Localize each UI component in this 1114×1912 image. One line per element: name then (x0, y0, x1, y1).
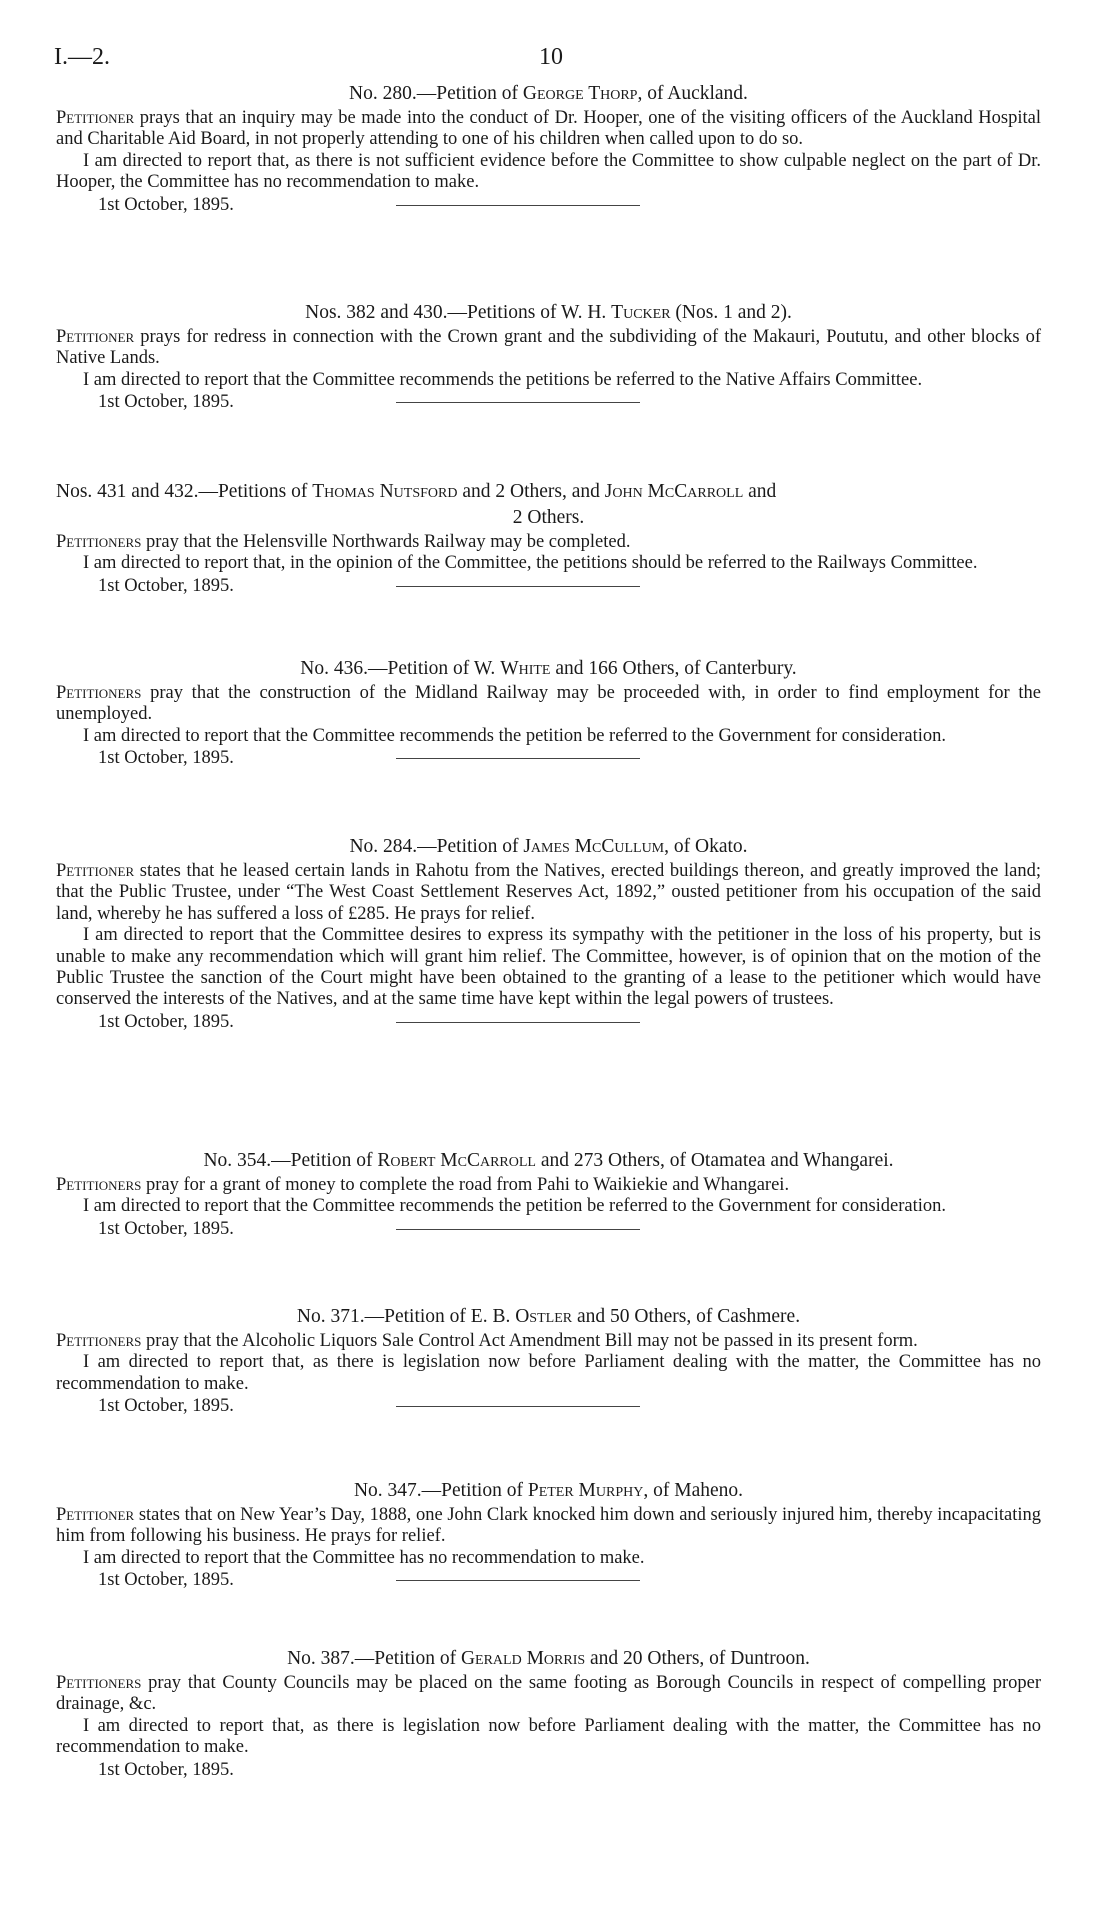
petition-prayer: Petitioners pray that County Councils may be placed on the same footing as Borough Councils in respect of compelling proper drainage, &c. (56, 1673, 1041, 1715)
petition-heading: No. 371.—Petition of E. B. Ostler and 50 Others, of Cashmere. (296, 1306, 801, 1327)
petition-heading: Nos. 431 and 432.—Petitions of Thomas Nutsford and 2 Others, and John McCarroll and (56, 481, 777, 502)
petitioner-name: Robert McCarroll (377, 1150, 536, 1171)
separator-rule (396, 1229, 640, 1230)
committee-report: I am directed to report that, as there is not sufficient evidence before the Committee to show culpable neglect on the part of Dr. Hooper, the Committee has no recommendation to make. (56, 150, 1041, 193)
petition-heading: No. 387.—Petition of Gerald Morris and 20 Others, of Duntroon. (287, 1648, 810, 1669)
petitioner-name: Gerald Morris (460, 1648, 586, 1669)
petition-heading: No. 347.—Petition of Peter Murphy, of Maheno. (353, 1480, 744, 1501)
petition-284 (56, 835, 1041, 1033)
petition-heading: Nos. 382 and 430.—Petitions of W. H. Tucker (Nos. 1 and 2). (305, 302, 792, 323)
page-number: 10 (539, 44, 563, 70)
petition-382-430 (56, 301, 1041, 413)
petition-280 (56, 82, 1041, 216)
separator-rule (396, 402, 640, 403)
report-date: 1st October, 1895. (56, 1218, 1041, 1240)
petition-heading: No. 284.—Petition of James McCullum, of Okato. (349, 836, 748, 857)
separator-rule (396, 1580, 640, 1581)
petitioner-name: George Thorp (522, 83, 638, 104)
petitioner-name-2: John McCarroll (604, 481, 744, 502)
report-date: 1st October, 1895. (56, 194, 1041, 216)
report-date: 1st October, 1895. (56, 1011, 1041, 1033)
committee-report: I am directed to report that the Committee recommends the petition be referred to the Government for consideration. (83, 1196, 947, 1217)
committee-report: I am directed to report that, as there is legislation now before Parliament dealing with the matter, the Committee has no recommendation to make. (56, 1715, 1041, 1758)
petitioner-name: Thomas Nutsford (312, 481, 458, 502)
petition-347 (56, 1479, 1041, 1591)
petition-prayer: Petitioners pray that the Helensville Northwards Railway may be completed. (56, 532, 631, 552)
petition-heading: No. 280.—Petition of George Thorp, of Auckland. (349, 83, 748, 104)
petition-prayer: Petitioner states that on New Year’s Day, 1888, one John Clark knocked him down and seriously injured him, thereby incapacitating him from following his business. He prays for relief. (56, 1505, 1041, 1547)
report-date: 1st October, 1895. (56, 747, 1041, 769)
separator-rule (396, 758, 640, 759)
committee-report: I am directed to report that the Committee recommends the petition be referred to the Government for consideration. (83, 725, 947, 746)
petition-heading-continued: 2 Others. (512, 507, 585, 528)
petition-prayer: Petitioner prays that an inquiry may be made into the conduct of Dr. Hooper, one of the visiting officers of the Auckland Hospital and Charitable Aid Board, in not properly attending to one of his children when called upon to do so. (56, 108, 1041, 150)
separator-rule (396, 586, 640, 587)
report-date: 1st October, 1895. (98, 1759, 234, 1780)
committee-report: I am directed to report that, in the opinion of the Committee, the petitions should be referred to the Railways Committee. (83, 553, 978, 574)
committee-report: I am directed to report that the Committee desires to express its sympathy with the petitioner in the loss of his property, but is unable to make any recommendation which will grant him relief. The Committee, however, is of opinion that on the motion of the Public Trustee the sanction of the Court might have been obtained to the granting of a lease to the petitioner which would have conserved the interests of the Natives, and at the same time have kept within the legal powers of trustees. (56, 925, 1041, 1010)
petition-prayer: Petitioners pray that the construction of the Midland Railway may be proceeded with, in order to find employment for the unemployed. (56, 683, 1041, 725)
petition-387 (56, 1647, 1041, 1781)
committee-report: I am directed to report that the Committee recommends the petitions be referred to the Native Affairs Committee. (83, 369, 923, 390)
separator-rule (396, 1406, 640, 1407)
petitioner-name: Tucker (611, 302, 671, 323)
petition-heading: No. 436.—Petition of W. White and 166 Others, of Canterbury. (300, 658, 797, 679)
petitioner-name: Ostler (515, 1306, 573, 1327)
petitioner-name: White (500, 658, 551, 679)
petition-354 (56, 1149, 1041, 1240)
committee-report: I am directed to report that, as there is legislation now before Parliament dealing with the matter, the Committee has no recommendation to make. (56, 1352, 1041, 1394)
petition-431-432 (56, 480, 1041, 597)
petition-heading: No. 354.—Petition of Robert McCarroll and 273 Others, of Otamatea and Whangarei. (203, 1150, 894, 1171)
report-date: 1st October, 1895. (56, 1569, 1041, 1591)
petition-436 (56, 657, 1041, 769)
report-date: 1st October, 1895. (56, 391, 1041, 413)
committee-report: I am directed to report that the Committee has no recommendation to make. (83, 1547, 645, 1568)
report-date: 1st October, 1895. (56, 575, 1041, 597)
petition-prayer: Petitioner states that he leased certain lands in Rahotu from the Natives, erected buildings thereon, and greatly improved the land; that the Public Trustee, under “The West Coast Settlement Reserves Act, 1892,” ousted petitioner from his occupation of the said land, whereby he has suffered a loss of £285. He prays for relief. (56, 861, 1041, 924)
separator-rule (396, 205, 640, 206)
petition-prayer: Petitioner prays for redress in connection with the Crown grant and the subdividing of the Makauri, Poututu, and other blocks of Native Lands. (56, 327, 1041, 369)
petitioner-name: Peter Murphy (527, 1480, 644, 1501)
petition-prayer: Petitioners pray that the Alcoholic Liquors Sale Control Act Amendment Bill may not be passed in its present form. (56, 1331, 918, 1351)
petition-prayer: Petitioners pray for a grant of money to complete the road from Pahi to Waikiekie and Whangarei. (56, 1175, 790, 1195)
separator-rule (396, 1022, 640, 1023)
petitioner-name: James McCullum (523, 836, 665, 857)
parliamentary-paper-reference: I.—2. (54, 44, 110, 70)
petition-371 (56, 1305, 1041, 1417)
report-date: 1st October, 1895. (56, 1395, 1041, 1417)
